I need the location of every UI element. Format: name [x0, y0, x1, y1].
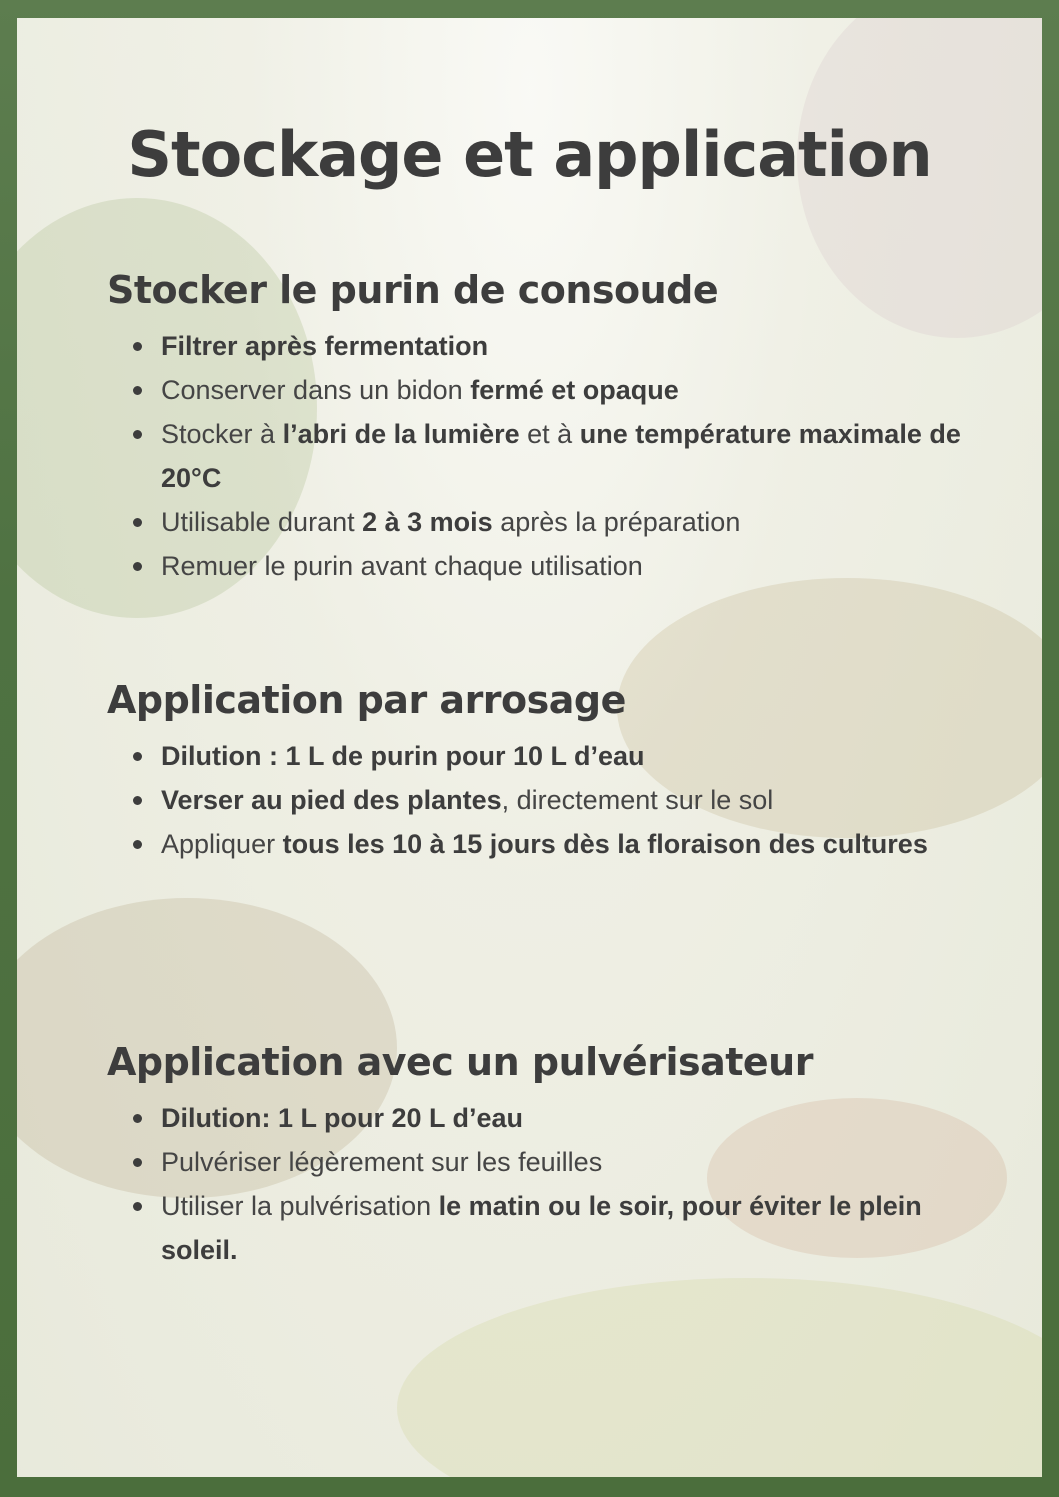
bullet-list	[107, 324, 982, 588]
section-stockage	[107, 268, 982, 588]
list-item	[161, 324, 982, 368]
bullet-icon	[133, 796, 142, 805]
bullet-icon	[133, 386, 142, 395]
text: , directement sur le sol	[501, 785, 774, 815]
bullet-icon	[133, 562, 142, 571]
bold-text: le matin ou le soir, pour éviter le plein soleil.	[161, 1191, 922, 1265]
text: Utiliser la pulvérisation	[161, 1191, 439, 1221]
bold-text: Verser au pied des plantes	[161, 785, 502, 815]
list-item	[161, 822, 982, 866]
text: Pulvériser légèrement sur les feuilles	[161, 1147, 603, 1177]
bullet-icon	[133, 1158, 142, 1167]
bullet-icon	[133, 840, 142, 849]
page-title: Stockage et application	[127, 118, 932, 191]
section-heading: Application avec un pulvérisateur	[107, 1040, 813, 1084]
bold-text: Dilution: 1 L pour 20 L d’eau	[161, 1103, 524, 1133]
list-item	[161, 412, 982, 500]
text: et à	[519, 419, 580, 449]
content-panel	[17, 18, 1042, 1477]
section-pulverisateur	[107, 1040, 982, 1272]
bold-text: 2 à 3 mois	[362, 507, 493, 537]
bold-text: une température maximale de 20°C	[161, 419, 961, 493]
bold-text: Filtrer après fermentation	[161, 331, 489, 361]
bold-text: fermé et opaque	[470, 375, 679, 405]
bullet-icon	[133, 518, 142, 527]
text: Appliquer	[161, 829, 283, 859]
text: Stocker à	[161, 419, 283, 449]
list-item	[161, 500, 982, 544]
section-arrosage	[107, 678, 982, 866]
list-item	[161, 734, 982, 778]
bold-text: l’abri de la lumière	[282, 419, 520, 449]
text: Remuer le purin avant chaque utilisation	[161, 551, 643, 581]
section-heading: Application par arrosage	[107, 678, 626, 722]
section-heading: Stocker le purin de consoude	[107, 268, 719, 312]
bullet-icon	[133, 1202, 142, 1211]
bullet-icon	[133, 752, 142, 761]
bullet-list	[107, 734, 982, 866]
bold-text: tous les 10 à 15 jours dès la floraison des cultures	[282, 829, 928, 859]
list-item	[161, 1184, 982, 1272]
bullet-icon	[133, 1114, 142, 1123]
bullet-list	[107, 1096, 982, 1272]
list-item	[161, 778, 982, 822]
text: Conserver dans un bidon	[161, 375, 471, 405]
text: Utilisable durant	[161, 507, 363, 537]
list-item	[161, 368, 982, 412]
list-item	[161, 544, 982, 588]
background-flowers	[397, 1278, 1042, 1477]
bold-text: Dilution : 1 L de purin pour 10 L d’eau	[161, 741, 645, 771]
text: après la préparation	[492, 507, 741, 537]
bullet-icon	[133, 430, 142, 439]
bullet-icon	[133, 342, 142, 351]
list-item	[161, 1140, 982, 1184]
list-item	[161, 1096, 982, 1140]
